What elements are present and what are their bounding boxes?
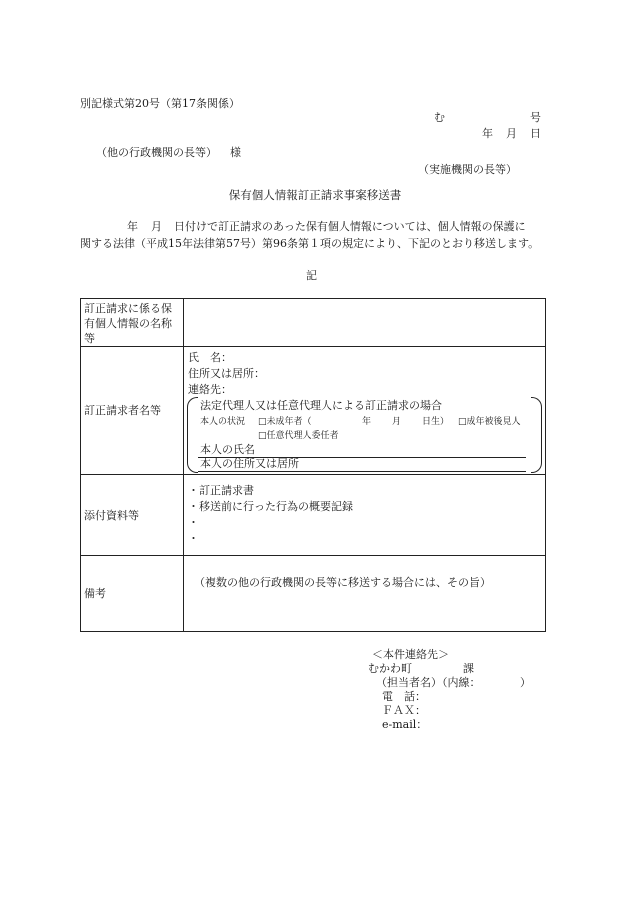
contact-fax: ＦＡＸ：	[382, 704, 426, 717]
document-number-suffix: 号	[530, 111, 541, 124]
principal-address-label: 本人の住所又は居所	[200, 457, 299, 470]
contact-email: e-mail：	[382, 718, 428, 731]
minor-birth-year: 年	[362, 417, 372, 427]
table-border-left	[80, 298, 81, 632]
attachment-item: ・移送前に行った行為の概要記録	[188, 500, 353, 513]
agent-bracket-right	[531, 397, 542, 473]
contact-section: 課	[463, 662, 474, 675]
recipient: （他の行政機関の長等）	[96, 146, 217, 159]
agent-heading: 法定代理人又は任意代理人による訂正請求の場合	[200, 399, 442, 412]
recipient-honorific: 様	[230, 146, 241, 159]
voluntary-agent-checkbox: □任意代理人委任者	[258, 431, 339, 441]
body-line-1: 日付けで訂正請求のあった保有個人情報については、個人情報の保護に	[174, 220, 526, 233]
contact-phone: 電 話：	[382, 690, 426, 703]
name-label: 氏 名：	[188, 351, 232, 364]
ki-label: 記	[306, 269, 317, 282]
body-line-2: 関する法律（平成15年法律第57号）第96条第１項の規定により、下記のとおり移送します。	[80, 237, 540, 250]
contact-label: 連絡先：	[188, 383, 232, 396]
principal-name-label: 本人の氏名	[200, 443, 255, 456]
minor-checkbox: □未成年者（	[258, 417, 312, 427]
form-number: 別記様式第20号（第17条関係）	[80, 97, 240, 110]
document-number-prefix: む	[434, 111, 445, 124]
body-date-month: 月	[151, 220, 162, 233]
row3-label: 添付資料等	[84, 509, 139, 522]
row1-label-line-3: 等	[84, 332, 95, 345]
principal-status-label: 本人の状況	[200, 417, 246, 427]
date-month: 月	[506, 127, 517, 140]
contact-heading: ＜本件連絡先＞	[372, 648, 449, 661]
table-column-divider	[183, 298, 184, 632]
minor-birth-month: 月	[392, 417, 402, 427]
body-date-year: 年	[127, 220, 138, 233]
attachment-item: ・	[188, 516, 199, 529]
remarks-text: （複数の他の行政機関の長等に移送する場合には、その旨）	[194, 576, 491, 589]
contact-person: （担当者名）（内線：	[376, 676, 481, 689]
contact-person-close: ）	[520, 676, 531, 689]
contact-office: むかわ町	[368, 662, 412, 675]
agent-bracket-left	[187, 397, 198, 473]
row1-label-line-2: 有個人情報の名称	[84, 317, 172, 330]
guardian-checkbox: □成年被後見人	[458, 417, 521, 427]
table-row-divider	[80, 555, 546, 556]
row2-label: 訂正請求者名等	[84, 404, 161, 417]
date-day: 日	[530, 127, 541, 140]
minor-birth-day: 日生）	[422, 417, 450, 427]
document-title: 保有個人情報訂正請求事案移送書	[228, 188, 402, 202]
attachment-item: ・訂正請求書	[188, 484, 254, 497]
table-border-bottom	[80, 631, 546, 632]
row1-label-line-1: 訂正請求に係る保	[84, 302, 172, 315]
table-row-divider	[80, 474, 546, 475]
table-border-top	[80, 298, 546, 299]
table-row-divider	[80, 346, 546, 347]
date-year: 年	[482, 127, 493, 140]
row4-label: 備考	[84, 587, 106, 600]
address-label: 住所又は居所：	[188, 367, 265, 380]
attachment-item: ・	[188, 532, 199, 545]
sender: （実施機関の長等）	[418, 163, 517, 176]
table-border-right	[545, 298, 546, 632]
principal-address-underline	[198, 471, 526, 472]
